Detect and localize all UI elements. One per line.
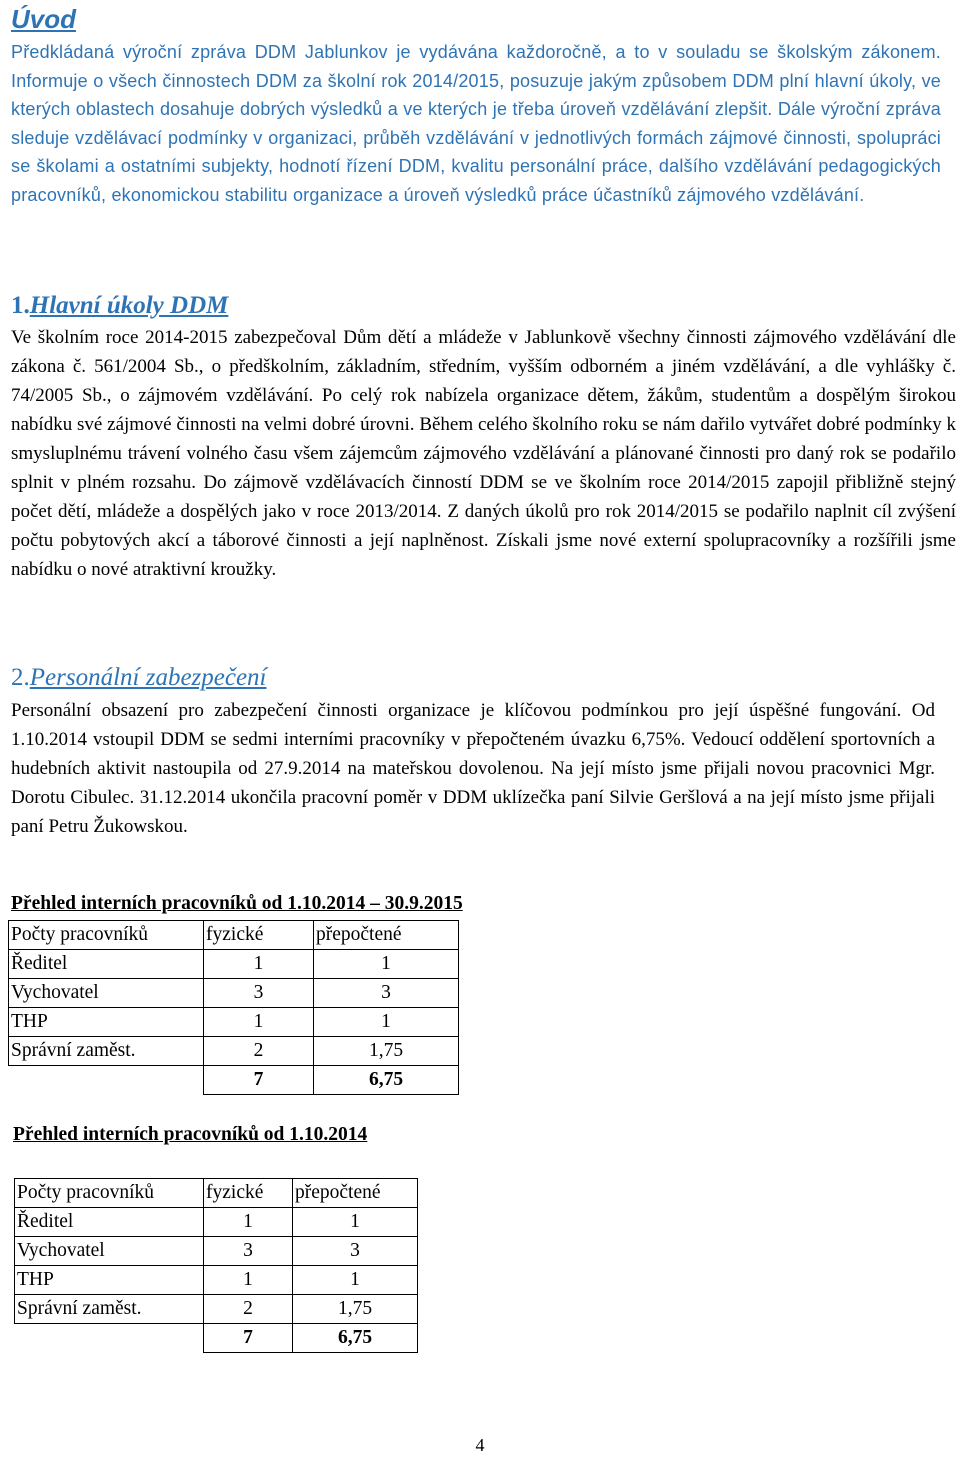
page-number: 4	[475, 1435, 485, 1455]
table-total-cell: 7	[204, 1066, 314, 1095]
table-cell	[9, 1066, 204, 1095]
table-cell: 1	[314, 1008, 459, 1037]
table-header-row	[9, 921, 459, 950]
table-header-cell: přepočtené	[293, 1179, 418, 1208]
section2-paragraph: Personální obsazení pro zabezpečení činnosti organizace je klíčovou podmínkou pro její úspěšné fungování. Od 1.10.2014 vstoupil DDM se sedmi interními pracovníky v přepočteném úvazku 6,75%. Vedoucí oddělení sportovních a hudebních aktivit nastoupila od 27.9.2014 na mateřskou dovolenou. Na její místo jsme přijali novou pracovnici Mgr. Dorotu Cibulec. 31.12.2014 ukončila pracovní poměr v DDM uklízečka paní Silvie Geršlová a na její místo jsme přijali paní Petru Žukowskou.	[11, 700, 935, 837]
table-header-cell: přepočtené	[314, 921, 459, 950]
table-cell: 2	[204, 1037, 314, 1066]
table-cell: 1	[293, 1266, 418, 1295]
table-row	[9, 979, 459, 1008]
table-total-cell: 7	[204, 1324, 293, 1353]
table-header-cell: fyzické	[204, 921, 314, 950]
table-cell: Správní zaměst.	[9, 1037, 204, 1066]
section1-title: Hlavní úkoly DDM	[29, 292, 229, 319]
table-cell: 3	[204, 979, 314, 1008]
table-row	[9, 1008, 459, 1037]
section2-number: 2.	[11, 664, 30, 691]
table-cell: 3	[314, 979, 459, 1008]
table-header-cell: Počty pracovníků	[15, 1179, 204, 1208]
table-cell: Správní zaměst.	[15, 1295, 204, 1324]
table-cell: THP	[15, 1266, 204, 1295]
table-header-row	[15, 1179, 418, 1208]
staff-table-2014	[14, 1178, 418, 1353]
table-total-cell: 6,75	[293, 1324, 418, 1353]
table-header-cell: fyzické	[204, 1179, 293, 1208]
table-cell: 1	[204, 1008, 314, 1037]
section1-paragraph: Ve školním roce 2014-2015 zabezpečoval Dům dětí a mládeže v Jablunkově všechny činnosti zájmového vzdělávání dle zákona č. 561/2004 Sb., o předškolním, základním, středním, vyšším odborném a jiném vzdělávání, a dle vyhlášky č. 74/2005 Sb., o zájmovém vzdělávání. Po celý rok nabízela organizace dětem, žákům, studentům a dospělým širokou nabídku své zájmové činnosti na velmi dobré úrovni. Během celého školního roku se nám dařilo vytvářet dobré podmínky k smysluplnému trávení volného času všem zájemcům zájmového vzdělávání a plánované činnosti pro daný rok se podařilo splnit v plném rozsahu. Do zájmově vzdělávacích činností DDM se ve školním roce 2014/2015 zapojil přibližně stejný počet dětí, mládeže a dospělých jako v roce 2013/2014. Z daných úkolů pro rok 2014/2015 se podařilo naplnit cíl zvýšení počtu pobytových akcí a táborové činnosti a její naplněnost. Získali jsme nové externí spolupracovníky a rozšířili jsme nabídku o nové atraktivní kroužky.	[11, 327, 956, 580]
table-cell: 1	[314, 950, 459, 979]
table-cell: 1,75	[314, 1037, 459, 1066]
table-cell: THP	[9, 1008, 204, 1037]
table-row	[15, 1237, 418, 1266]
intro-paragraph: Předkládaná výroční zpráva DDM Jablunkov je vydávána každoročně, a to v souladu se školským zákonem. Informuje o všech činnostech DDM za školní rok 2014/2015, posuzuje jakým způsobem DDM plní hlavní úkoly, ve kterých oblastech dosahuje dobrých výsledků a ve kterých je třeba úroveň vzdělávání zlepšit. Dále výroční zpráva sleduje vzdělávací podmínky v organizaci, průběh vzdělávání v jednotlivých formách zájmové činnosti, spolupráci se školami a ostatními subjekty, hodnotí řízení DDM, kvalitu personální práce, dalšího vzdělávání pedagogických pracovníků, ekonomickou stabilitu organizace a úroveň výsledků práce účastníků zájmového vzdělávání.	[11, 42, 941, 205]
table-row	[15, 1295, 418, 1324]
table-cell: 3	[204, 1237, 293, 1266]
table-cell: Vychovatel	[9, 979, 204, 1008]
table-cell: 2	[204, 1295, 293, 1324]
table-cell: Ředitel	[15, 1208, 204, 1237]
table-cell: Ředitel	[9, 950, 204, 979]
table-row	[15, 1208, 418, 1237]
table-row	[9, 1037, 459, 1066]
table-row	[15, 1266, 418, 1295]
section1-number: 1.	[11, 292, 30, 319]
table-total-row	[9, 1066, 459, 1095]
section2-title: Personální zabezpečení	[29, 664, 267, 691]
table-total-row	[15, 1324, 418, 1353]
table-cell: 1	[204, 950, 314, 979]
table-cell: 1,75	[293, 1295, 418, 1324]
table-cell: 1	[204, 1208, 293, 1237]
table1-title: Přehled interních pracovníků od 1.10.2014 – 30.9.2015	[11, 893, 463, 914]
table2-title: Přehled interních pracovníků od 1.10.2014	[13, 1124, 368, 1145]
section2-heading	[11, 664, 267, 692]
intro-heading: Úvod	[11, 4, 76, 34]
table-cell: Vychovatel	[15, 1237, 204, 1266]
section1-heading	[11, 292, 228, 320]
table-cell: 1	[293, 1208, 418, 1237]
table-cell	[15, 1324, 204, 1353]
staff-table-2014-2015	[8, 920, 459, 1095]
table-header-cell: Počty pracovníků	[9, 921, 204, 950]
table-total-cell: 6,75	[314, 1066, 459, 1095]
table-row	[9, 950, 459, 979]
table-cell: 1	[204, 1266, 293, 1295]
table-cell: 3	[293, 1237, 418, 1266]
